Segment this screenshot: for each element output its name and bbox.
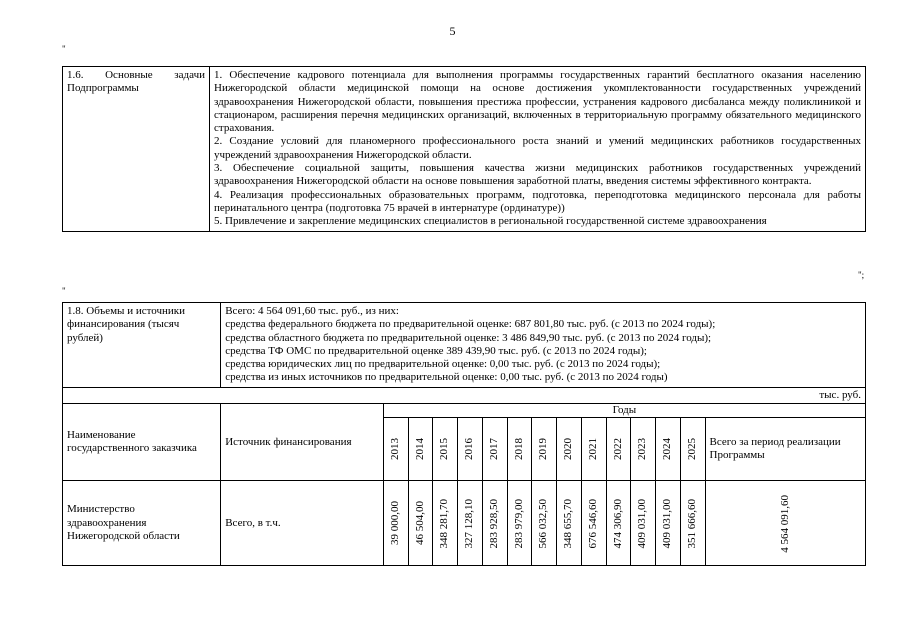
year-header: 2022 — [611, 438, 624, 461]
table-row — [63, 481, 866, 566]
source-cell: Всего, в т.ч. — [221, 481, 384, 566]
value-cell: 283 979,00 — [512, 498, 525, 549]
funding-line: средства федерального бюджета по предварительной оценке: 687 801,80 тыс. руб. (с 2013 по 2024 годы); — [225, 318, 716, 331]
year-header: 2014 — [413, 438, 426, 461]
year-header: 2021 — [586, 438, 599, 461]
value-cell: 409 031,00 — [636, 498, 649, 549]
quote-open: " — [62, 44, 66, 54]
value-cell: 327 128,10 — [463, 498, 476, 549]
col-years-header: Годы — [383, 404, 865, 418]
funding-label: 1.8. Объемы и источники финансирования (тысяч рублей) — [63, 303, 221, 388]
year-header: 2020 — [562, 438, 575, 461]
tasks-list — [210, 67, 866, 232]
task-item: 1. Обеспечение кадрового потенциала для выполнения программы государственных гарантий бесплатного оказания населению Нижегородской области медицинской помощи на основе достижения укомплектованности государственных учреждений здравоохранения Нижегородской области, повышения престижа профессии, устранения кадрового дисбаланса между поликлиникой и стационаром, расширения перечня медицинских организаций, включенных в территориальную программу обязательного медицинского страхования. — [214, 69, 861, 135]
task-item: 5. Привлечение и закрепление медицинских специалистов в региональной государственной системе здравоохранения — [214, 215, 767, 228]
value-cell: 474 306,90 — [611, 498, 624, 549]
value-cell: 566 032,50 — [537, 498, 550, 549]
quote-open-2: " — [62, 286, 66, 296]
year-header: 2015 — [438, 438, 451, 461]
task-item: 3. Обеспечение социальной защиты, повышения качества жизни медицинских работников государственных учреждений здравоохранения Нижегородской области на основе повышения заработной платы, введения системы эффективного контракта. — [214, 162, 861, 188]
funding-summary — [221, 303, 866, 388]
funding-line: средства из иных источников по предварительной оценке: 0,00 тыс. руб. (с 2013 по 2024 годы) — [225, 371, 668, 384]
quote-close: "; — [858, 270, 865, 280]
value-cell: 348 281,70 — [438, 498, 451, 549]
funding-line: средства областного бюджета по предварительной оценке: 3 486 849,90 тыс. руб. (с 2013 по 2024 годы); — [225, 331, 712, 344]
value-cell: 46 504,00 — [413, 501, 426, 546]
value-cell: 409 031,00 — [661, 498, 674, 549]
task-item: 4. Реализация профессиональных образовательных программ, подготовка, переподготовка медицинского персонала для работы перинатального центра (подготовка 75 врачей в интернатуре (ординатуре)) — [214, 188, 861, 214]
year-header: 2017 — [487, 438, 500, 461]
col-total-header: Всего за период реализации Программы — [705, 418, 866, 481]
year-header: 2013 — [388, 438, 401, 461]
year-header: 2019 — [537, 438, 550, 461]
year-header: 2018 — [512, 438, 525, 461]
tasks-label: 1.6. Основные задачи Подпрограммы — [63, 67, 210, 232]
value-cell: 348 655,70 — [562, 498, 575, 549]
value-cell: 39 000,00 — [388, 501, 401, 546]
task-item: 2. Создание условий для планомерного профессионального роста знаний и умений медицинских работников государственных учреждений здравоохранения Нижегородской области. — [214, 135, 861, 161]
unit-label: тыс. руб. — [63, 387, 866, 403]
tasks-table — [62, 66, 866, 232]
funding-line: Всего: 4 564 091,60 тыс. руб., из них: — [225, 305, 399, 317]
funding-line: средства ТФ ОМС по предварительной оценке 389 439,90 тыс. руб. (с 2013 по 2024 годы); — [225, 344, 647, 357]
year-header: 2025 — [685, 438, 698, 461]
funding-table — [62, 302, 866, 566]
value-cell: 283 928,50 — [487, 498, 500, 549]
year-header: 2024 — [661, 438, 674, 461]
page-number: 5 — [449, 24, 456, 38]
total-cell: 4 564 091,60 — [778, 494, 791, 553]
customer-cell: Министерство здравоохранения Нижегородской области — [63, 481, 221, 566]
col-source-header: Источник финансирования — [221, 404, 384, 481]
value-cell: 351 666,60 — [685, 498, 698, 549]
year-header: 2016 — [463, 438, 476, 461]
value-cell: 676 546,60 — [586, 498, 599, 549]
year-header: 2023 — [636, 438, 649, 461]
funding-line: средства юридических лиц по предварительной оценке: 0,00 тыс. руб. (с 2013 по 2024 годы); — [225, 358, 661, 371]
col-customer-header: Наименование государственного заказчика — [63, 404, 221, 481]
